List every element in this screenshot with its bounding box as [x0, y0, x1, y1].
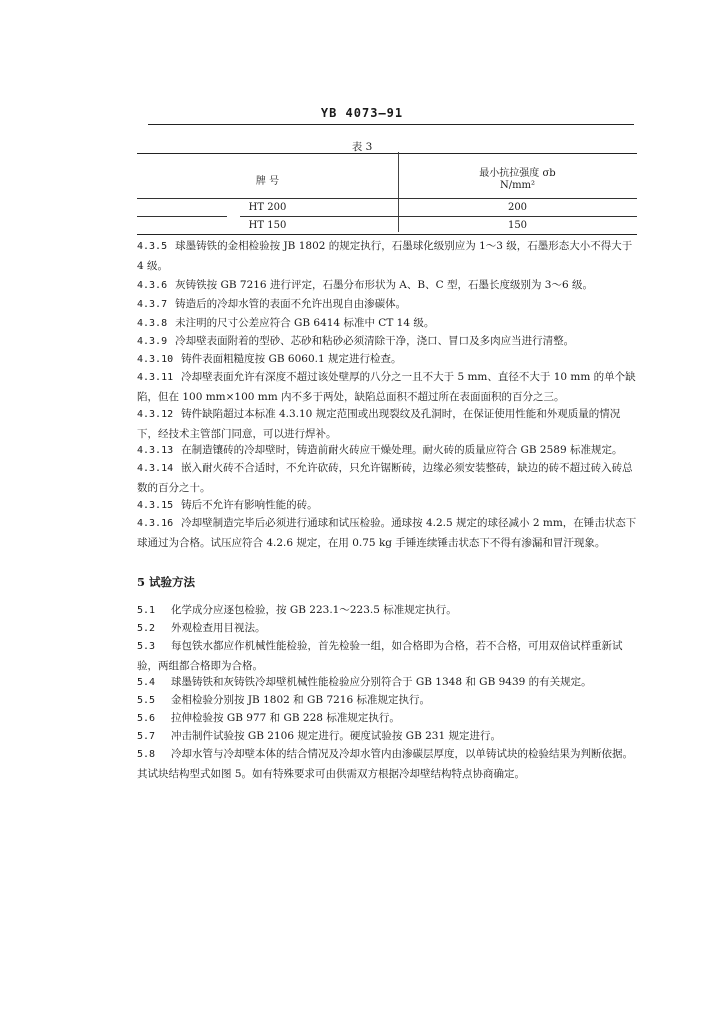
clause-4-3-6: 4.3.6 灰铸铁按 GB 7216 进行评定，石墨分布形状为 A、B、C 型，石墨长度级别为 3～6 级。: [137, 279, 593, 291]
clause-5-1: 5.1 化学成分应逐包检验，按 GB 223.1～223.5 标准规定执行。: [137, 604, 457, 616]
clause-5-8: 5.8 冷却水管与冷却壁本体的结合情况及冷却水管内由渗碳层厚度，以单铸试块的检验结果为判断依据。其试块结构型式如图 5。如有特殊要求可由供需双方根据冷却壁结构特点协商确定。: [137, 748, 633, 780]
grade-header: 牌 号: [255, 176, 280, 187]
header-rule: [148, 124, 634, 125]
clause-4-3-10: 4.3.10 铸件表面粗糙度按 GB 6060.1 规定进行检查。: [137, 353, 402, 365]
clause-5-6: 5.6 拉伸检验按 GB 977 和 GB 228 标准规定执行。: [137, 712, 400, 724]
clause-5-4: 5.4 球墨铸铁和灰铸铁冷却壁机械性能检验应分别符合于 GB 1348 和 GB 9439 的有关规定。: [137, 676, 592, 688]
strength-unit: N/mm²: [499, 180, 536, 191]
clause-4-3-5: 4.3.5 球墨铸铁的金相检验按 JB 1802 的规定执行，石墨球化级别应为 1～3 级，石墨形态大小不得大于 4 级。: [137, 240, 633, 272]
clause-5-2: 5.2 外观检查用目视法。: [137, 622, 266, 634]
clause-4-3-15: 4.3.15 铸后不允许有影响性能的砖。: [137, 499, 318, 511]
clause-5-5: 5.5 金相检验分别按 JB 1802 和 GB 7216 标准规定执行。: [137, 694, 430, 706]
table-row-rule-left: [137, 216, 227, 217]
table-header-rule: [137, 198, 637, 199]
table-row-rule-right: [240, 216, 637, 217]
clause-4-3-12: 4.3.12 铸件缺陷超过本标准 4.3.10 规定范围或出现裂纹及孔洞时，在保证使用性能和外观质量的情况下，经技术主管部门同意，可以进行焊补。: [137, 408, 621, 440]
clause-4-3-13: 4.3.13 在制造镶砖的冷却壁时，铸造前耐火砖应干燥处理。耐火砖的质量应符合 GB 2589 标准规定。: [137, 444, 623, 456]
clause-5-7: 5.7 冲击制件试验按 GB 2106 规定进行。硬度试验按 GB 231 规定进行。: [137, 730, 501, 742]
strength-header: 最小抗拉强度 σb: [479, 168, 556, 179]
table-row-1-strength: 200: [507, 202, 528, 213]
table-caption: 表 3: [351, 141, 373, 153]
standard-number: YB 4073—91: [320, 106, 404, 120]
clause-4-3-11: 4.3.11 冷却壁表面允许有深度不超过该处壁厚的八分之一且不大于 5 mm、直径不大于 10 mm 的单个缺陷，但在 100 mm×100 mm 内不多于两处，缺陷总面积不超过所在表面面积的百分之三。: [137, 371, 636, 403]
clause-4-3-7: 4.3.7 铸造后的冷却水管的表面不允许出现自由渗碳体。: [137, 298, 407, 310]
clause-4-3-9: 4.3.9 冷却壁表面附着的型砂、芯砂和粘砂必须清除干净，浇口、冒口及多肉应当进行清整。: [137, 335, 575, 347]
clause-5-3: 5.3 每包铁水都应作机械性能检验，首先检验一组，如合格即为合格，若不合格，可用双倍试样重新试验，两组都合格即为合格。: [137, 640, 623, 672]
clause-4-3-14: 4.3.14 嵌入耐火砖不合适时，不允许砍砖，只允许锯断砖，边缘必须安装整砖，缺边的砖不超过砖入砖总数的百分之十。: [137, 462, 633, 494]
table-bottom-rule: [137, 234, 637, 235]
clause-4-3-16: 4.3.16 冷却壁制造完毕后必须进行通球和试压检验。通球按 4.2.5 规定的球径减小 2 mm，在锤击状态下球通过为合格。试压应符合 4.2.6 规定，在用 0.75 kg 手锤连续锤击状态下不得有渗漏和冒汗现象。: [137, 517, 637, 549]
clause-4-3-8: 4.3.8 未注明的尺寸公差应符合 GB 6414 标准中 CT 14 级。: [137, 317, 435, 329]
table-top-rule: [137, 153, 637, 154]
table-row-1-grade: HT 200: [248, 202, 287, 213]
table-row-2-grade: HT 150: [248, 220, 287, 231]
table-row-2-strength: 150: [507, 220, 528, 231]
section-5-title: 5 试验方法: [137, 575, 196, 589]
